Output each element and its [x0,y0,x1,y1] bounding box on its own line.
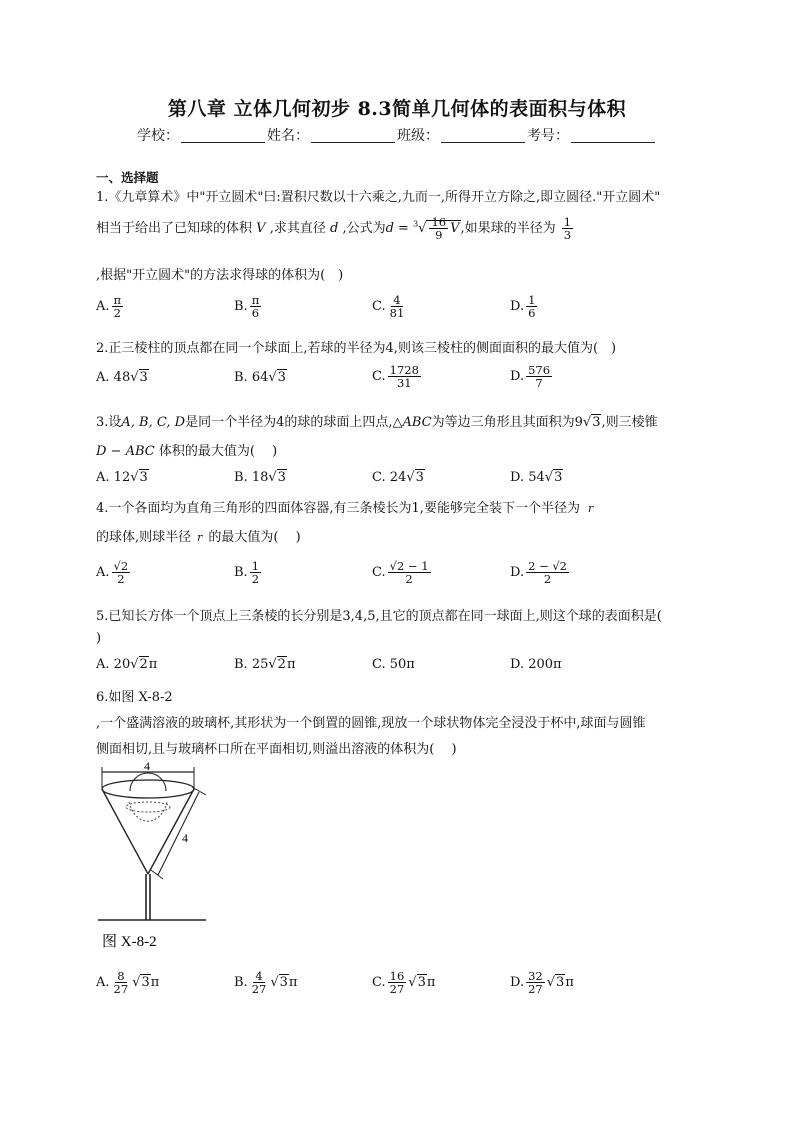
q3-area-coef: 9 [574,415,583,430]
school-label: 学校： [137,128,179,144]
option-radicand: 3 [277,470,286,485]
dimension-tick [192,787,206,795]
option-label: A. [96,565,110,581]
option-num: 1728 [389,363,419,377]
q3-points: A, B, C, D [121,415,186,430]
q3-triangle: △ABC [392,415,432,430]
option-label: A. [96,470,110,485]
q4-radius-symbol: r [197,531,203,544]
option-radicand: 2 [277,657,286,672]
option-label: D. [510,657,525,672]
q1-text: 相当于给出了已知球的体积 [96,221,253,237]
q5-line2: ) [96,631,102,646]
q2-text: 2.正三棱柱的顶点都在同一个球面上,若球的半径为4,则该三棱柱的侧面面积的最大值为( ) [96,341,617,356]
slant-dimension-line [158,792,199,875]
q1-formula-num: 16 [431,215,447,229]
option-radicand: 3 [554,470,563,485]
option-den: 81 [389,306,405,321]
page-title: 第八章 立体几何初步 8.3简单几何体的表面积与体积 [167,98,627,120]
q1-line2 [96,216,575,241]
name-label: 姓名： [267,128,309,144]
q6-option-c[interactable]: C. $\frac{16}{27}$ √3π [372,969,436,997]
option-label: C. [372,369,386,385]
q5-option-c[interactable] [372,657,415,672]
option-label: D. [510,470,525,485]
q3-line1: 3.设A, B, C, D是同一个半径为4的球的球面上四点,△ABC为等边三角形且其面积为9√3,则三棱锥 [96,415,658,430]
q1-radius-den: 3 [563,228,572,243]
figure-caption: 图 X-8-2 [102,934,157,950]
option-label: B. [234,370,248,385]
option-num: π [113,293,122,307]
option-label: C. [372,299,386,315]
option-radicand: 3 [139,470,148,485]
option-label: A. [96,657,110,672]
option-num: √2 [113,559,129,573]
q6-line3: 侧面相切,且与玻璃杯口所在平面相切,则溢出溶液的体积为( ) [96,742,457,757]
option-coef: 20 [113,657,131,672]
q1-radius-num: 1 [563,215,572,229]
sphere-bottom [129,802,167,821]
q2-option-c[interactable] [372,364,423,389]
option-coef: 12 [113,470,131,485]
option-label: C. [372,975,386,991]
cone-figure [96,762,208,954]
option-den: 27 [113,982,129,997]
option-radicand: 3 [415,470,424,485]
q1-text: ,求其直径 [269,221,326,237]
section-heading: 一、选择题 [96,170,159,185]
option-coef: 24 [389,470,407,485]
option-pi: π [288,975,298,991]
q1-diameter-symbol: d [329,221,339,237]
q1-formula-den: 9 [435,228,443,243]
q6-option-a[interactable]: A. $\frac{8}{27}$ √3π [96,969,160,997]
option-radicand: 3 [277,370,286,385]
cup-rim [102,780,194,798]
q4-option-d[interactable] [510,560,571,585]
q1-option-d[interactable] [510,294,539,319]
option-label: D. [510,565,525,581]
option-num: 8 [117,969,125,983]
option-den: 2 [117,572,125,587]
option-num: 16 [389,969,405,983]
option-num: √2 − 1 [389,559,429,573]
option-den: 27 [389,982,405,997]
option-num: 4 [255,969,263,983]
option-coef: 25 [251,657,269,672]
option-label: C. [372,565,386,581]
q6-line1: 6.如图 X-8-2 [96,690,173,705]
q5-option-b[interactable]: B. 25√2π [234,657,296,672]
cone-side-left [102,789,148,874]
q1-formula-v: V [450,221,460,237]
option-den: 2 [113,306,121,321]
q6-option-d[interactable]: D. $\frac{32}{27}$ √3π [510,969,574,997]
class-label: 班级： [397,128,439,144]
q1-option-c[interactable] [372,294,408,319]
q4-text: 的最大值为( ) [208,530,301,545]
option-pi: π [426,975,436,991]
dimension-tick [151,870,163,879]
option-label: B. [234,565,248,581]
q3-text: 为等边三角形且其面积为 [431,415,575,430]
option-label: C. [372,657,386,672]
q3-line2 [96,440,277,459]
option-den: 6 [251,306,260,321]
q1-option-b[interactable] [234,294,263,319]
q1-cube-root: $^3$√ $\frac{16}{9}$ V [413,215,460,243]
q4-line1 [96,497,593,516]
q3-text: ,则三棱锥 [601,415,658,430]
option-coef: 64 [251,370,269,385]
q4-option-c[interactable] [372,560,433,585]
option-radicand: 3 [279,975,288,991]
option-pi: π [286,657,296,672]
option-den: 27 [528,982,543,997]
option-den: 27 [251,982,267,997]
option-pi: π [565,975,574,991]
q1-text: ,如果球的半径为 [460,221,556,237]
q4-option-b[interactable] [234,560,263,585]
q6-line2: ,一个盛满溶液的玻璃杯,其形状为一个倒置的圆锥,现放一个球状物体完全浸没于杯中,球面与圆锥 [96,716,646,731]
q2-option-b[interactable]: B. 64√3 [234,370,286,385]
option-radicand: 2 [139,657,148,672]
option-coef: 18 [251,470,269,485]
option-den: 2 [405,572,413,587]
q1-volume-symbol: V [256,221,266,237]
option-num: 576 [528,363,551,377]
option-num: 32 [528,969,543,983]
q1-formula-lhs: d = [385,221,409,237]
q5-option-a[interactable]: A. 20√2π [96,657,158,672]
q3-option-c[interactable]: C. 24√3 [372,470,424,485]
option-num: π [251,293,260,307]
top-dimension-label: 4 [144,762,150,773]
q1-root-index: 3 [413,219,419,229]
option-label: A. [96,299,110,315]
option-label: D. [510,975,525,991]
option-coef: 54 [528,470,545,485]
number-label: 考号： [527,128,569,144]
q3-text: 体积的最大值为( ) [158,444,278,459]
option-radicand: 3 [139,370,148,385]
option-value: 200π [528,657,562,672]
q4-line2 [96,526,301,545]
option-den: 7 [535,376,543,391]
school-blank[interactable] [181,128,265,143]
q1-text: ,公式为 [342,221,386,237]
option-num: 1 [528,293,536,307]
option-value: 50π [389,657,415,672]
class-blank[interactable] [441,128,525,143]
q3-option-b[interactable]: B. 18√3 [234,470,286,485]
q2-option-a[interactable]: A. 48√3 [96,370,148,385]
cone-diagram [96,762,208,954]
option-label: B. [234,470,248,485]
q3-option-a[interactable]: A. 12√3 [96,470,148,485]
name-blank[interactable] [311,128,395,143]
option-radicand: 3 [417,975,426,991]
q4-text: 的球体,则球半径 [96,530,192,545]
q3-option-d[interactable]: D. 54√3 [510,470,563,485]
option-den: 2 [543,572,552,587]
option-coef: 48 [113,370,131,385]
q1-line1: 1.《九章算术》中"开立圆术"曰:置积尺数以十六乘之,九而一,所得开立方除之,即立圆径."开立圆术" [96,190,661,205]
q6-option-b[interactable]: B. $\frac{4}{27}$ √3π [234,969,298,997]
q1-line3: ,根据"开立圆术"的方法求得球的体积为( ) [96,268,344,283]
option-num: 4 [393,293,401,307]
q5-option-d[interactable] [510,657,562,672]
q3-text: 是同一个半径为4的球的球面上四点, [185,415,393,430]
q2-option-d[interactable] [510,364,554,389]
option-den: 31 [396,376,412,391]
option-den: 6 [528,306,536,321]
option-label: A. [96,370,110,385]
option-den: 2 [251,572,260,587]
option-num: 1 [251,559,260,573]
sphere-top [130,773,166,791]
option-radicand: 3 [141,975,150,991]
q3-text: 3.设 [96,415,122,430]
option-label: B. [234,657,248,672]
q4-radius-symbol: r [587,502,594,515]
number-blank[interactable] [571,128,655,143]
option-label: C. [372,470,386,485]
option-pi: π [150,975,160,991]
option-label: B. [234,299,248,315]
q4-option-a[interactable] [96,560,132,585]
option-num: 2 − √2 [528,559,568,573]
q5-line1: 5.已知长方体一个顶点上三条棱的长分别是3,4,5,且它的顶点都在同一球面上,则这个球的表面积是( [96,609,662,624]
q4-text: 4.一个各面均为直角三角形的四面体容器,有三条棱长为1,要能够完全装下一个半径为 [96,501,580,516]
option-radicand: 3 [556,975,565,991]
q3-pyramid: D − ABC [96,444,155,459]
option-label: D. [510,299,525,315]
q1-option-a[interactable] [96,294,125,319]
option-label: D. [510,369,525,385]
q3-area-radicand: 3 [592,415,601,430]
option-label: A. [96,975,110,991]
q1-radius-frac [562,216,573,241]
slant-dimension-label: 4 [182,831,188,845]
student-info [0,125,794,145]
option-pi: π [148,657,158,672]
option-label: B. [234,975,248,991]
